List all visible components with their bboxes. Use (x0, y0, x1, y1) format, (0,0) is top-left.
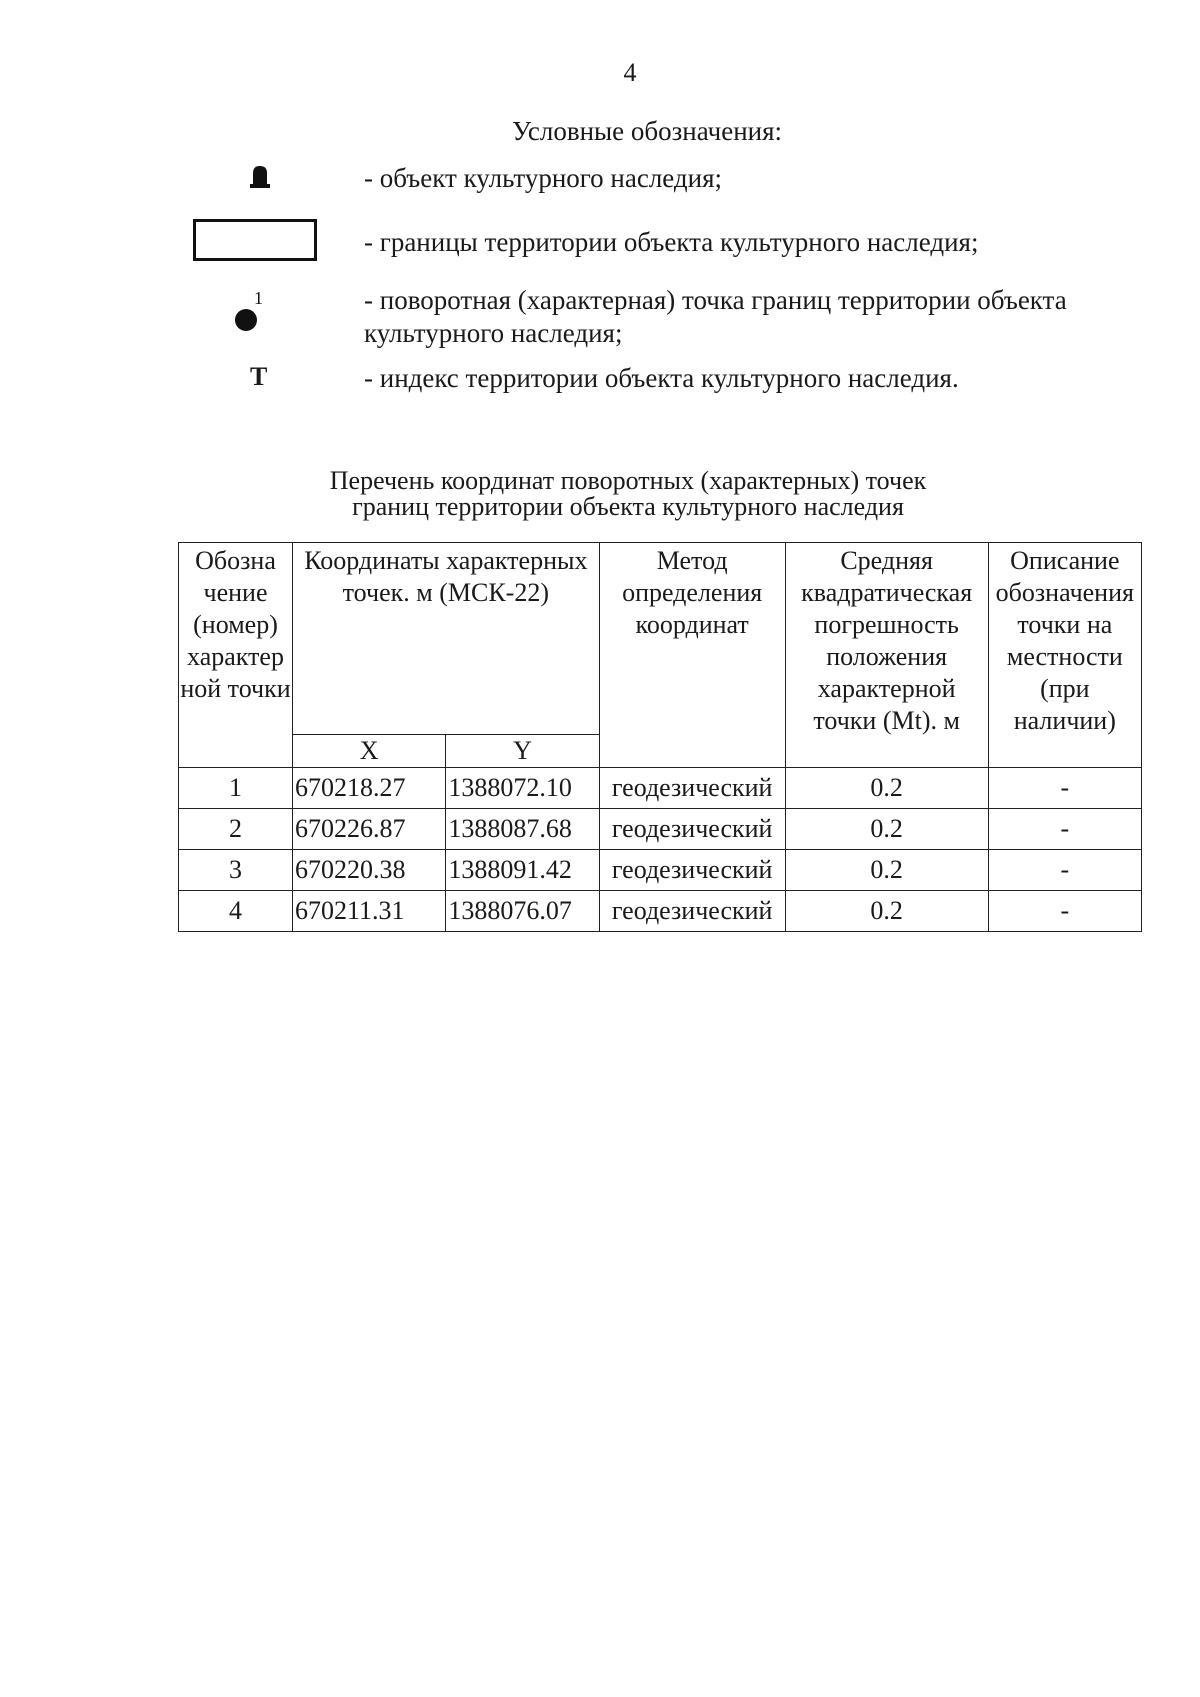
header-description: Описание обозначения точки на местности (при наличии) (988, 543, 1141, 768)
cell-method: геодезический (599, 891, 785, 932)
cell-y: 1388076.07 (446, 891, 599, 932)
cell-y: 1388072.10 (446, 768, 599, 809)
turning-point-label: 1 (254, 292, 263, 308)
header-y: Y (446, 735, 599, 768)
header-x: X (293, 735, 446, 768)
header-designation: Обозна чение (номер) характер ной точки (179, 543, 293, 768)
turning-point-icon (234, 292, 264, 332)
header-method: Метод определения координат (599, 543, 785, 768)
table-caption-line2: границ территории объекта культурного наследия (352, 492, 904, 521)
cell-method: геодезический (599, 850, 785, 891)
cell-x: 670218.27 (293, 768, 446, 809)
table-row (179, 850, 1142, 891)
cell-method: геодезический (599, 768, 785, 809)
header-coordinates: Координаты характерных точек. м (МСК-22) (293, 543, 600, 735)
table-row (179, 891, 1142, 932)
cell-y: 1388091.42 (446, 850, 599, 891)
cell-point-number: 2 (179, 809, 293, 850)
cell-error: 0.2 (785, 809, 988, 850)
coordinates-table (178, 542, 1142, 932)
cell-error: 0.2 (785, 850, 988, 891)
cell-description: - (988, 768, 1141, 809)
index-letter-symbol: Т (250, 362, 268, 391)
cell-x: 670220.38 (293, 850, 446, 891)
table-row (179, 768, 1142, 809)
cell-x: 670226.87 (293, 809, 446, 850)
cell-point-number: 1 (179, 768, 293, 809)
page-number: 4 (623, 58, 637, 87)
boundary-rectangle-icon (193, 219, 317, 261)
heritage-object-icon (250, 164, 270, 188)
cell-method: геодезический (599, 809, 785, 850)
cell-error: 0.2 (785, 768, 988, 809)
table-row (179, 809, 1142, 850)
cell-error: 0.2 (785, 891, 988, 932)
cell-y: 1388087.68 (446, 809, 599, 850)
table-caption (0, 468, 1200, 520)
cell-description: - (988, 891, 1141, 932)
cell-x: 670211.31 (293, 891, 446, 932)
cell-point-number: 3 (179, 850, 293, 891)
cell-description: - (988, 809, 1141, 850)
legend-text-index: - индекс территории объекта культурного наследия. (364, 363, 959, 393)
cell-description: - (988, 850, 1141, 891)
cell-point-number: 4 (179, 891, 293, 932)
legend-text-turning-point: - поворотная (характерная) точка границ территории объекта культурного наследия; (364, 285, 1067, 348)
header-error: Средняя квадратическая погрешность положения характерной точки (Mt). м (785, 543, 988, 768)
legend-text-heritage-object: - объект культурного наследия; (364, 163, 723, 193)
legend-title: Условные обозначения: (512, 116, 783, 146)
table-caption-line1: Перечень координат поворотных (характерных) точек (329, 466, 927, 495)
legend-text-boundary: - границы территории объекта культурного наследия; (364, 227, 979, 257)
